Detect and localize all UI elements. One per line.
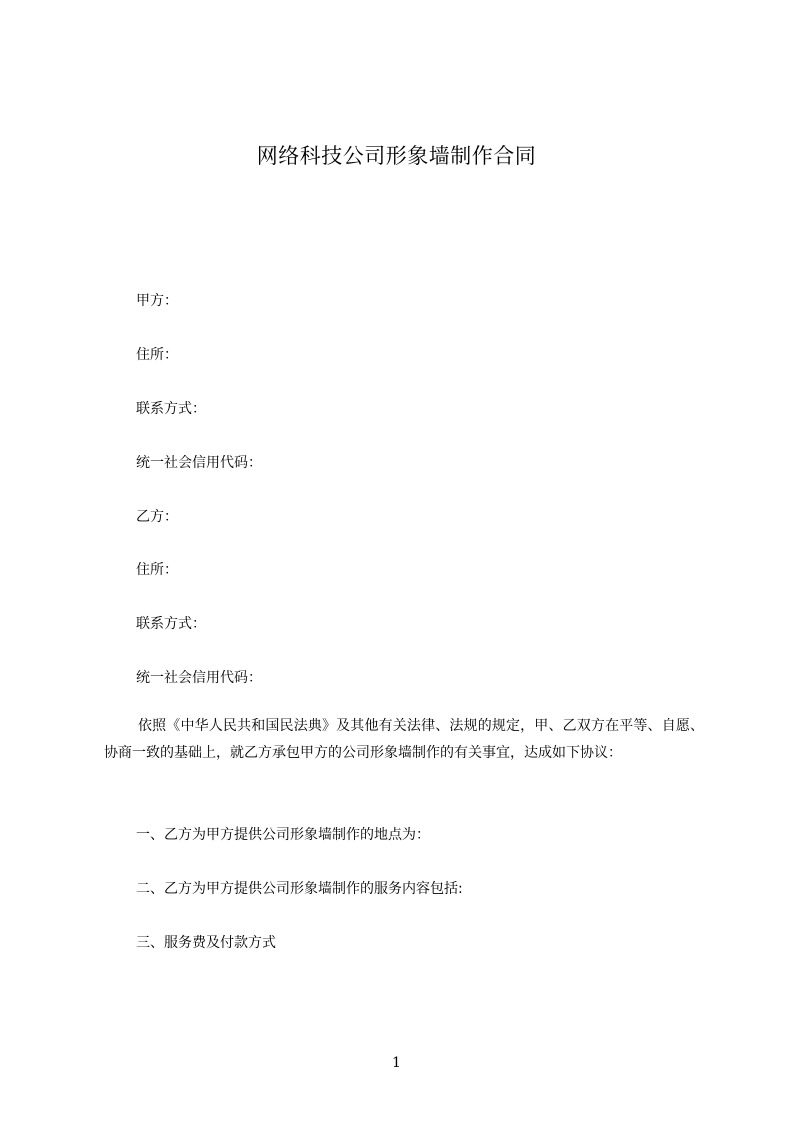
contract-title: 网络科技公司形象墙制作合同: [256, 144, 537, 168]
party-b-contact-label: 联系方式：: [136, 616, 206, 632]
page-number: 1: [392, 1055, 401, 1071]
party-b-credit-code-label: 统一社会信用代码：: [136, 670, 262, 686]
clause-1: 一、乙方为甲方提供公司形象墙制作的地点为：: [136, 827, 430, 843]
clause-3: 三、服务费及付款方式: [136, 935, 276, 951]
party-b-label: 乙方：: [136, 509, 178, 525]
party-a-address-label: 住所：: [136, 347, 178, 363]
party-b-address-label: 住所：: [136, 562, 178, 578]
clause-2: 二、乙方为甲方提供公司形象墙制作的服务内容包括:: [136, 881, 463, 897]
preamble-paragraph: 依照《中华人民共和国民法典》及其他有关法律、法规的规定，甲、乙双方在平等、自愿、协商一致的基础上，就乙方承包甲方的公司形象墙制作的有关事宜，达成如下协议：: [104, 718, 704, 761]
party-a-contact-label: 联系方式：: [136, 401, 206, 417]
party-a-label: 甲方：: [136, 293, 178, 309]
party-a-credit-code-label: 统一社会信用代码：: [136, 455, 262, 471]
